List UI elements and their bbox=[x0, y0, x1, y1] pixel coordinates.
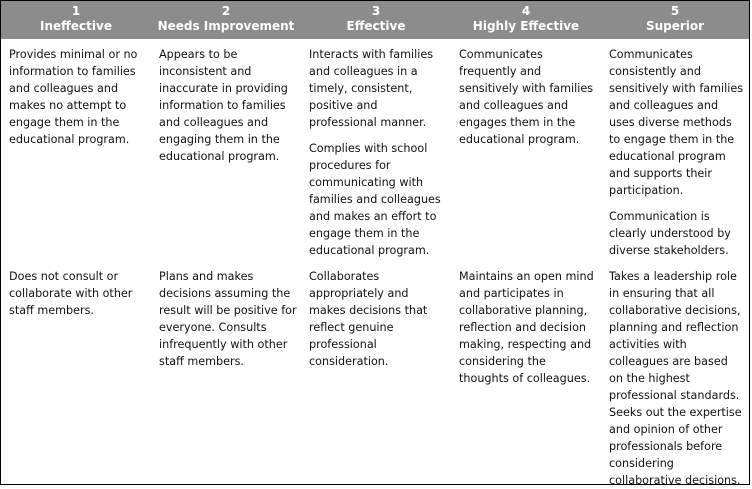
level-number: 5 bbox=[670, 4, 680, 18]
level-number: 4 bbox=[521, 4, 531, 18]
table-row-collaboration bbox=[1, 261, 749, 487]
cell-text: Takes a leadership role in ensuring that all collaborative decisions, planning and reflection activities with colleagues are based on the highest professional standards. Seeks out the expertise and opinion of other professionals before considering collaborative decisions. bbox=[609, 270, 742, 487]
level-number: 1 bbox=[71, 4, 81, 18]
table-cell bbox=[301, 261, 451, 484]
cell-text: Maintains an open mind and participates in collaborative planning, reflection and decision making, respecting and considering the thoughts of colleagues. bbox=[459, 270, 594, 385]
header-ineffective bbox=[1, 1, 151, 39]
level-label: Ineffective bbox=[40, 19, 112, 33]
cell-text: Provides minimal or no information to families and colleagues and makes no attempt to engage them in the educational program. bbox=[9, 48, 138, 146]
cell-text: Communication is clearly understood by diverse stakeholders. bbox=[609, 210, 731, 257]
cell-text: Does not consult or collaborate with other staff members. bbox=[9, 270, 133, 317]
header-highly-effective bbox=[451, 1, 601, 39]
cell-text: Plans and makes decisions assuming the result will be positive for everyone. Consults infrequently with other staff members. bbox=[159, 270, 297, 368]
table-cell bbox=[151, 261, 301, 484]
table-cell bbox=[451, 261, 601, 484]
header-effective bbox=[301, 1, 451, 39]
cell-text: Interacts with families and colleagues in a timely, consistent, positive and professional manner. bbox=[309, 48, 434, 129]
table-cell bbox=[1, 39, 151, 261]
table-cell bbox=[451, 39, 601, 261]
header-needs-improvement bbox=[151, 1, 301, 39]
cell-text: Communicates frequently and sensitively with families and colleagues and engages them in the educational program. bbox=[459, 48, 594, 146]
table-cell bbox=[151, 39, 301, 261]
level-number: 2 bbox=[221, 4, 231, 18]
table-cell bbox=[1, 261, 151, 484]
level-label: Needs Improvement bbox=[157, 19, 295, 33]
level-label: Superior bbox=[645, 19, 705, 33]
cell-text: Collaborates appropriately and makes decisions that reflect genuine professional consideration. bbox=[309, 270, 428, 368]
level-label: Effective bbox=[346, 19, 406, 33]
cell-text: Complies with school procedures for communicating with families and colleagues and makes an effort to engage them in the educational program. bbox=[309, 142, 441, 257]
cell-text: Communicates consistently and sensitively with families and colleagues and uses diverse methods to engage them in the educational program and supports their participation. bbox=[609, 48, 744, 197]
table-cell bbox=[601, 261, 749, 487]
header-superior bbox=[601, 1, 749, 39]
cell-text: Appears to be inconsistent and inaccurate in providing information to families and colleagues and engaging them in the educational program. bbox=[159, 48, 288, 163]
table-cell bbox=[601, 39, 749, 261]
level-number: 3 bbox=[371, 4, 381, 18]
table-row-communication bbox=[1, 39, 749, 261]
table-cell bbox=[301, 39, 451, 261]
level-label: Highly Effective bbox=[472, 19, 580, 33]
header-row bbox=[1, 1, 749, 39]
